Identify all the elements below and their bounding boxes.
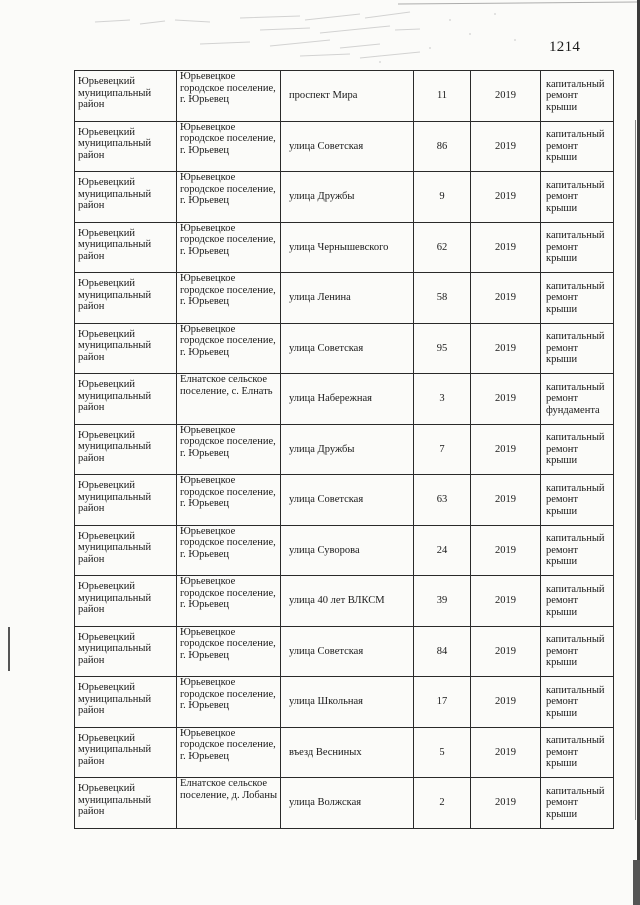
district-cell-text: Юрьевецкий муниципальный район xyxy=(78,177,152,211)
settlement-cell xyxy=(177,525,281,576)
settlement-cell xyxy=(177,424,281,475)
year-cell-text: 2019 xyxy=(495,90,516,101)
year-cell xyxy=(471,222,541,273)
house-number-cell xyxy=(414,525,471,576)
work-type-cell xyxy=(541,71,614,122)
year-cell-text: 2019 xyxy=(495,191,516,202)
table-row xyxy=(75,727,614,778)
table-row xyxy=(75,626,614,677)
district-cell xyxy=(75,424,177,475)
street-cell-text: въезд Весниных xyxy=(289,746,362,758)
house-number-cell xyxy=(414,323,471,374)
settlement-cell xyxy=(177,172,281,223)
settlement-cell xyxy=(177,677,281,728)
work-type-cell xyxy=(541,222,614,273)
district-cell xyxy=(75,273,177,324)
work-type-cell-text: капитальный ремонт крыши xyxy=(546,230,605,264)
street-cell-text: улица Чернышевского xyxy=(289,241,389,253)
year-cell xyxy=(471,626,541,677)
district-cell-text: Юрьевецкий муниципальный район xyxy=(78,379,152,413)
settlement-cell xyxy=(177,273,281,324)
year-cell-text: 2019 xyxy=(495,342,516,354)
settlement-cell xyxy=(177,71,281,122)
district-cell xyxy=(75,677,177,728)
year-cell xyxy=(471,121,541,172)
settlement-cell-text: Юрьевецкое городское поселение, г. Юрьевец xyxy=(180,71,276,105)
work-type-cell xyxy=(541,525,614,576)
district-cell-text: Юрьевецкий муниципальный район xyxy=(78,682,152,716)
district-cell-text: Юрьевецкий муниципальный район xyxy=(78,631,152,666)
house-number-cell xyxy=(414,172,471,223)
street-cell-text: улица Суворова xyxy=(289,544,360,556)
work-type-cell xyxy=(541,323,614,374)
year-cell xyxy=(471,677,541,728)
table-row xyxy=(75,424,614,475)
house-number-cell-text: 5 xyxy=(439,746,445,758)
settlement-cell xyxy=(177,475,281,526)
district-cell xyxy=(75,727,177,778)
district-cell xyxy=(75,71,177,122)
street-cell-text: улица Советская xyxy=(289,342,364,354)
work-type-cell-text: капитальный ремонт крыши xyxy=(546,432,605,466)
street-cell xyxy=(281,576,414,627)
year-cell-text: 2019 xyxy=(495,140,516,152)
settlement-cell-text: Юрьевецкое городское поселение, г. Юрьевец xyxy=(180,677,276,711)
street-cell-text: улица Волжская xyxy=(289,797,362,808)
street-cell xyxy=(281,121,414,172)
work-type-cell-text: капитальный ремонт крыши xyxy=(546,179,605,214)
street-cell-text: улица 40 лет ВЛКСМ xyxy=(289,595,385,606)
settlement-cell-text: Юрьевецкое городское поселение, г. Юрьевец xyxy=(180,172,276,206)
house-number-cell-text: 39 xyxy=(436,595,448,606)
work-type-cell xyxy=(541,576,614,627)
work-type-cell xyxy=(541,374,614,425)
house-number-cell xyxy=(414,273,471,324)
year-cell-text: 2019 xyxy=(495,595,516,606)
street-cell-text: улица Советская xyxy=(289,494,364,505)
street-cell xyxy=(281,273,414,324)
house-number-cell-text: 95 xyxy=(436,342,448,354)
district-cell xyxy=(75,778,177,829)
street-cell xyxy=(281,677,414,728)
work-type-cell xyxy=(541,121,614,172)
settlement-cell-text: Елнатское сельское поселение, с. Елнать xyxy=(180,374,273,397)
street-cell xyxy=(281,222,414,273)
settlement-cell-text: Елнатское сельское поселение, д. Лобаны xyxy=(180,778,278,801)
work-type-cell-text: капитальный ремонт крыши xyxy=(546,331,605,365)
house-number-cell-text: 7 xyxy=(439,443,445,455)
house-number-cell xyxy=(414,778,471,829)
work-type-cell-text: капитальный ремонт крыши xyxy=(546,735,605,769)
house-number-cell xyxy=(414,626,471,677)
year-cell xyxy=(471,172,541,223)
settlement-cell xyxy=(177,626,281,677)
settlement-cell xyxy=(177,576,281,627)
house-number-cell xyxy=(414,374,471,425)
table-row xyxy=(75,172,614,223)
house-number-cell-text: 2 xyxy=(439,797,445,808)
street-cell-text: улица Советская xyxy=(289,645,364,657)
year-cell-text: 2019 xyxy=(495,292,516,303)
work-type-cell xyxy=(541,475,614,526)
table-row xyxy=(75,778,614,829)
table-row xyxy=(75,525,614,576)
year-cell-text: 2019 xyxy=(495,544,516,556)
house-number-cell xyxy=(414,424,471,475)
district-cell-text: Юрьевецкий муниципальный район xyxy=(78,581,152,615)
house-number-cell xyxy=(414,475,471,526)
year-cell xyxy=(471,273,541,324)
district-cell-text: Юрьевецкий муниципальный район xyxy=(78,278,152,312)
page-number: 1214 xyxy=(549,39,581,55)
work-type-cell xyxy=(541,424,614,475)
table-row xyxy=(75,323,614,374)
street-cell xyxy=(281,525,414,576)
table-row xyxy=(75,222,614,273)
house-number-cell-text: 24 xyxy=(436,544,448,556)
street-cell xyxy=(281,71,414,122)
year-cell-text: 2019 xyxy=(495,241,516,253)
settlement-cell-text: Юрьевецкое городское поселение, г. Юрьевец xyxy=(180,323,276,358)
house-number-cell xyxy=(414,222,471,273)
street-cell-text: улица Советская xyxy=(289,140,364,152)
street-cell-text: улица Дружбы xyxy=(289,443,355,455)
year-cell-text: 2019 xyxy=(495,443,516,455)
house-number-cell xyxy=(414,71,471,122)
work-type-cell-text: капитальный ремонт крыши xyxy=(546,78,605,113)
year-cell xyxy=(471,323,541,374)
work-type-cell-text: капитальный ремонт крыши xyxy=(546,280,605,315)
district-cell-text: Юрьевецкий муниципальный район xyxy=(78,530,152,565)
street-cell xyxy=(281,172,414,223)
street-cell-text: улица Набережная xyxy=(289,393,372,404)
year-cell xyxy=(471,778,541,829)
work-type-cell-text: капитальный ремонт крыши xyxy=(546,634,605,668)
work-type-cell xyxy=(541,273,614,324)
work-type-cell-text: капитальный ремонт крыши xyxy=(546,583,605,618)
street-cell xyxy=(281,374,414,425)
street-cell-text: улица Ленина xyxy=(289,292,351,303)
settlement-cell-text: Юрьевецкое городское поселение, г. Юрьевец xyxy=(180,424,276,459)
settlement-cell-text: Юрьевецкое городское поселение, г. Юрьевец xyxy=(180,121,276,156)
settlement-cell-text: Юрьевецкое городское поселение, г. Юрьевец xyxy=(180,727,276,762)
year-cell xyxy=(471,71,541,122)
district-cell xyxy=(75,626,177,677)
work-type-cell xyxy=(541,172,614,223)
district-cell xyxy=(75,323,177,374)
settlement-cell xyxy=(177,323,281,374)
street-cell xyxy=(281,778,414,829)
year-cell-text: 2019 xyxy=(495,797,516,808)
work-type-cell-text: капитальный ремонт крыши xyxy=(546,533,605,567)
district-cell-text: Юрьевецкий муниципальный район xyxy=(78,328,152,363)
street-cell xyxy=(281,424,414,475)
settlement-cell xyxy=(177,374,281,425)
table-row xyxy=(75,374,614,425)
year-cell xyxy=(471,525,541,576)
table-row xyxy=(75,475,614,526)
district-cell xyxy=(75,222,177,273)
house-number-cell-text: 11 xyxy=(436,90,448,101)
work-type-cell-text: капитальный ремонт крыши xyxy=(546,684,605,719)
house-number-cell xyxy=(414,727,471,778)
settlement-cell xyxy=(177,727,281,778)
street-cell xyxy=(281,323,414,374)
district-cell xyxy=(75,525,177,576)
scan-margin-mark xyxy=(8,627,10,671)
settlement-cell-text: Юрьевецкое городское поселение, г. Юрьевец xyxy=(180,475,276,509)
house-number-cell-text: 84 xyxy=(436,645,448,657)
district-cell-text: Юрьевецкий муниципальный район xyxy=(78,783,152,817)
house-number-cell xyxy=(414,121,471,172)
street-cell xyxy=(281,475,414,526)
house-number-cell-text: 17 xyxy=(436,696,448,707)
year-cell xyxy=(471,424,541,475)
house-number-cell xyxy=(414,677,471,728)
work-type-cell xyxy=(541,727,614,778)
table-row xyxy=(75,121,614,172)
house-number-cell-text: 63 xyxy=(436,494,448,505)
settlement-cell-text: Юрьевецкое городское поселение, г. Юрьевец xyxy=(180,222,276,257)
district-cell-text: Юрьевецкий муниципальный район xyxy=(78,480,152,514)
year-cell xyxy=(471,475,541,526)
year-cell-text: 2019 xyxy=(495,393,516,404)
scan-binding-edge xyxy=(633,0,640,905)
year-cell xyxy=(471,374,541,425)
settlement-cell-text: Юрьевецкое городское поселение, г. Юрьевец xyxy=(180,273,276,307)
house-number-cell-text: 9 xyxy=(439,191,445,202)
work-type-cell-text: капитальный ремонт крыши xyxy=(546,129,605,163)
street-cell-text: улица Дружбы xyxy=(289,191,355,202)
house-number-cell-text: 86 xyxy=(436,140,448,152)
work-type-cell xyxy=(541,626,614,677)
table-row xyxy=(75,576,614,627)
street-cell-text: улица Школьная xyxy=(289,696,363,707)
settlement-cell xyxy=(177,778,281,829)
house-number-cell-text: 3 xyxy=(439,393,445,404)
faded-stamp-residue xyxy=(0,0,640,70)
district-cell xyxy=(75,475,177,526)
settlement-cell-text: Юрьевецкое городское поселение, г. Юрьевец xyxy=(180,626,276,661)
table-body xyxy=(75,71,614,829)
work-type-cell-text: капитальный ремонт крыши xyxy=(546,785,605,820)
settlement-cell-text: Юрьевецкое городское поселение, г. Юрьевец xyxy=(180,525,276,560)
district-cell-text: Юрьевецкий муниципальный район xyxy=(78,76,152,110)
settlement-cell xyxy=(177,121,281,172)
table-row xyxy=(75,273,614,324)
district-cell xyxy=(75,172,177,223)
table-row xyxy=(75,677,614,728)
year-cell-text: 2019 xyxy=(495,696,516,707)
house-number-cell-text: 58 xyxy=(436,292,448,303)
house-number-cell-text: 62 xyxy=(436,241,448,253)
work-type-cell xyxy=(541,778,614,829)
district-cell-text: Юрьевецкий муниципальный район xyxy=(78,227,152,262)
year-cell-text: 2019 xyxy=(495,494,516,505)
year-cell xyxy=(471,576,541,627)
work-type-cell-text: капитальный ремонт фундамента xyxy=(546,381,605,416)
settlement-cell xyxy=(177,222,281,273)
district-cell xyxy=(75,121,177,172)
housing-repair-table xyxy=(74,70,614,829)
street-cell-text: проспект Мира xyxy=(289,90,358,101)
district-cell-text: Юрьевецкий муниципальный район xyxy=(78,429,152,464)
year-cell-text: 2019 xyxy=(495,645,516,657)
work-type-cell-text: капитальный ремонт крыши xyxy=(546,482,605,517)
street-cell xyxy=(281,727,414,778)
district-cell xyxy=(75,374,177,425)
settlement-cell-text: Юрьевецкое городское поселение, г. Юрьевец xyxy=(180,576,276,610)
district-cell xyxy=(75,576,177,627)
year-cell-text: 2019 xyxy=(495,746,516,758)
table-row xyxy=(75,71,614,122)
district-cell-text: Юрьевецкий муниципальный район xyxy=(78,126,152,161)
district-cell-text: Юрьевецкий муниципальный район xyxy=(78,732,152,767)
house-number-cell xyxy=(414,576,471,627)
year-cell xyxy=(471,727,541,778)
work-type-cell xyxy=(541,677,614,728)
street-cell xyxy=(281,626,414,677)
